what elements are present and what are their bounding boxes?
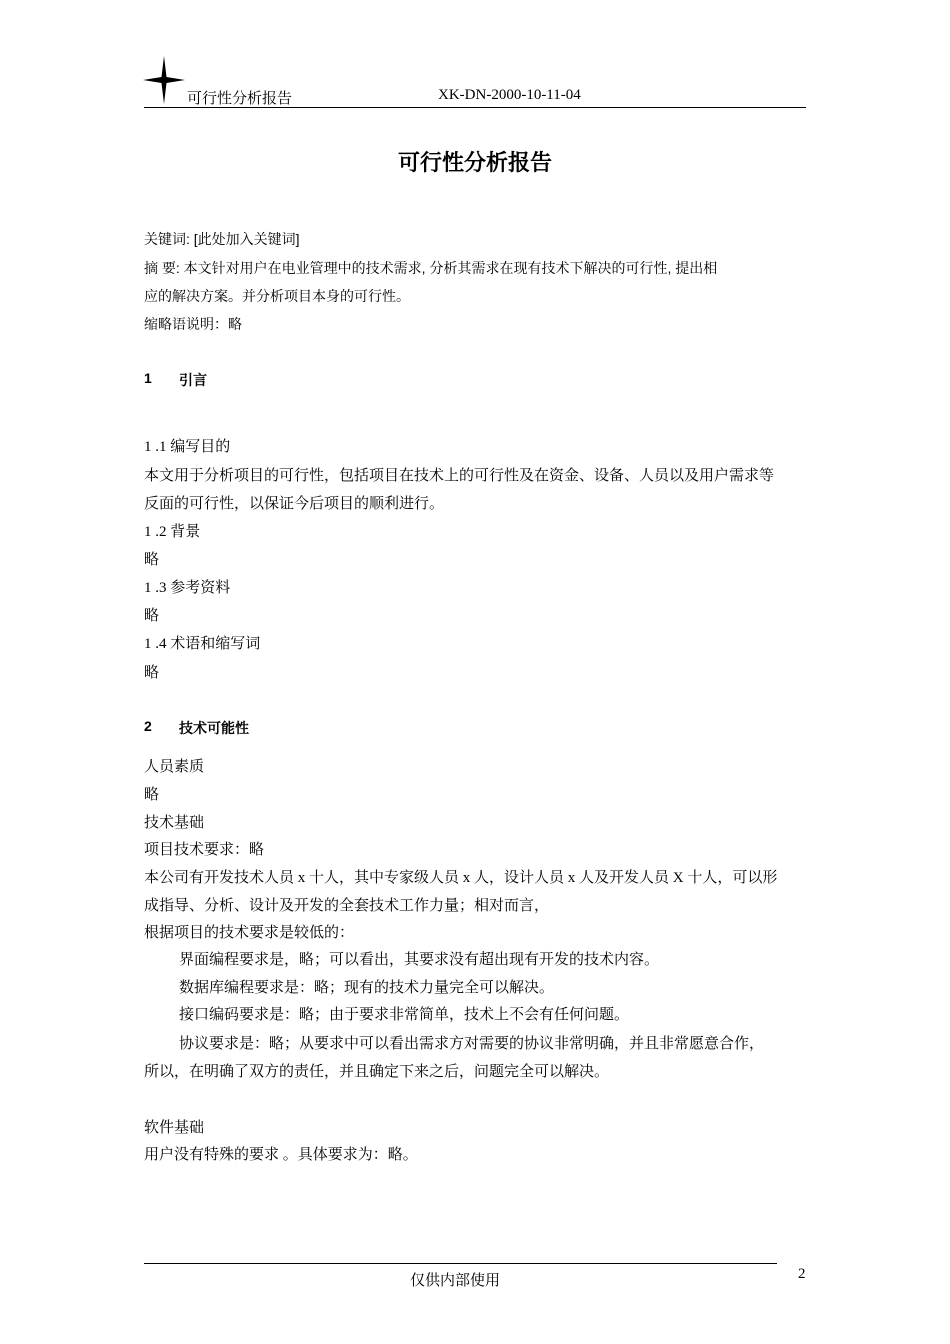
- tech-basis-heading: 技术基础: [144, 815, 205, 831]
- ui-requirement-item: 界面编程要求是，略；可以看出，其要求没有超出现有开发的技术内容。: [179, 952, 660, 968]
- staff-body: 略: [144, 787, 160, 803]
- requirement-intro: 根据项目的技术要求是较低的：: [144, 925, 355, 941]
- subsection-1-4-heading: 1 .4 术语和缩写词: [144, 636, 261, 652]
- staff-capacity-line-2: 成指导、分析、设计及开发的全套技术工作力量；相对而言，: [144, 898, 550, 914]
- footer-rule: [144, 1263, 777, 1264]
- subsection-1-2-body: 略: [144, 552, 160, 568]
- software-basis-heading: 软件基础: [144, 1120, 205, 1136]
- section-1-number: 1: [144, 370, 152, 386]
- page-number: 2: [798, 1266, 806, 1282]
- subsection-1-3-heading: 1 .3 参考资料: [144, 580, 231, 596]
- abstract-line-2: 应的解决方案。并分析项目本身的可行性。: [144, 288, 410, 304]
- abstract-line-1: 摘 要: 本文针对用户在电业管理中的技术需求, 分析其需求在现有技术下解决的可行性, 提出相: [144, 260, 718, 276]
- software-basis-body: 用户没有特殊的要求 。具体要求为：略。: [144, 1147, 418, 1163]
- footer-internal-note: 仅供内部使用: [410, 1273, 501, 1289]
- header-rule: [144, 107, 806, 108]
- header-doc-code: XK-DN-2000-10-11-04: [438, 87, 581, 103]
- subsection-1-4-body: 略: [144, 665, 160, 681]
- subsection-1-3-body: 略: [144, 608, 160, 624]
- section-2-number: 2: [144, 718, 152, 734]
- protocol-requirement-line-2: 所以，在明确了双方的责任，并且确定下来之后，问题完全可以解决。: [144, 1064, 610, 1080]
- tech-requirement-line: 项目技术要求：略: [144, 842, 265, 858]
- database-requirement-item: 数据库编程要求是：略；现有的技术力量完全可以解决。: [179, 980, 555, 996]
- section-2-title: 技术可能性: [179, 720, 249, 736]
- subsection-1-1-body-1: 本文用于分析项目的可行性，包括项目在技术上的可行性及在资金、设备、人员以及用户需求等: [144, 468, 775, 484]
- protocol-requirement-line-1: 协议要求是：略；从要求中可以看出需求方对需要的协议非常明确，并且非常愿意合作，: [179, 1036, 765, 1052]
- subsection-1-1-heading: 1 .1 编写目的: [144, 439, 231, 455]
- section-1-title: 引言: [179, 372, 207, 388]
- subsection-1-2-heading: 1 .2 背景: [144, 524, 201, 540]
- header-doc-title: 可行性分析报告: [187, 91, 293, 107]
- subsection-1-1-body-2: 反面的可行性，以保证今后项目的顺利进行。: [144, 496, 445, 512]
- staff-heading: 人员素质: [144, 759, 205, 775]
- page-title: 可行性分析报告: [397, 150, 552, 175]
- keywords-line: 关键词: [此处加入关键词]: [144, 231, 300, 247]
- staff-capacity-line-1: 本公司有开发技术人员 x 十人，其中专家级人员 x 人，设计人员 x 人及开发人员 X 十人，可以形: [144, 870, 778, 886]
- company-star-logo-icon: [143, 56, 185, 104]
- abbreviation-line: 缩略语说明：略: [144, 316, 242, 332]
- interface-requirement-item: 接口编码要求是：略；由于要求非常简单，技术上不会有任何问题。: [179, 1007, 630, 1023]
